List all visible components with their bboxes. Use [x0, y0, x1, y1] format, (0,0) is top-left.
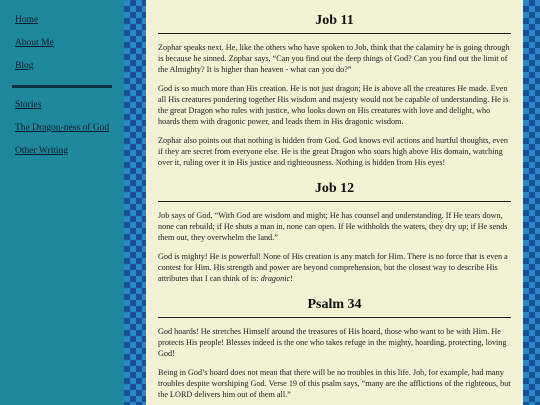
sidebar: [0, 0, 124, 405]
section-title: Psalm 34: [158, 284, 511, 318]
punctuation: !: [290, 274, 293, 283]
decorative-border-right: [523, 0, 540, 405]
nav-home-link[interactable]: Home: [15, 15, 39, 25]
nav-about-me-link[interactable]: About Me: [15, 38, 54, 48]
paragraph-text: God is mighty! He is powerful! None of His creation is any match for Him. There is no force that is even a contest for Him. His strength and power are beyond comprehension, but the closest way to describe His attributes that I can think of is:: [158, 252, 508, 283]
emphasis-text: dragonic: [260, 274, 291, 283]
paragraph: [158, 251, 511, 284]
section-title: Job 12: [158, 168, 511, 202]
nav-dragon-ness-link[interactable]: The Dragon-ness of God: [15, 123, 110, 133]
nav-stories-link[interactable]: Stories: [15, 100, 42, 110]
paragraph: Zophar also points out that nothing is hidden from God. God knows evil actions and hurtful thoughts, even if they are secret from everyone else. He is the great Dragon who soars high above His domain, watching over it, ruling over it in His justice and righteousness. Nothing is hidden from His eyes!: [158, 136, 508, 167]
paragraph: God hoards! He stretches Himself around the treasures of His hoard, those who want to be with Him. He protects His people! Blesses indeed is the one who takes refuge in the mighty, hoarding, protecting, loving God!: [158, 327, 507, 358]
paragraph: Zophar speaks next. He, like the others who have spoken to Job, think that the calamity he is going through is because he sinned. Zophar says, “Can you find out the deep things of God? Can you find out the limit of the Almighty? It is higher than heaven - what can you do?”: [158, 43, 510, 74]
nav-divider: [12, 85, 112, 88]
decorative-border-left: [124, 0, 146, 405]
paragraph: Job says of God, “With God are wisdom and might; He has counsel and understanding. If He tears down, none can rebuild; if He shuts a man in, none can open. If He withholds the waters, they dry up; if He sends them out, they overwhelm the land.”: [158, 211, 508, 242]
main-content[interactable]: [146, 0, 523, 405]
paragraph: Being in God’s hoard does not mean that there will be no troubles in this life. Job, for example, had many troubles despite worshiping God. Verse 19 of this psalm says, “many are the afflictions of the righteous, but the LORD delivers him out of them all.”: [158, 368, 511, 399]
nav-blog-link[interactable]: Blog: [15, 61, 34, 71]
nav-other-writing-link[interactable]: Other Writing: [15, 146, 69, 156]
section-title: Job 11: [158, 0, 511, 34]
paragraph: God is so much more than His creation. He is not just dragon; He is above all the creatures He made. Even all His creatures pondering together His wisdom and majesty would not be capable of understanding. He is the great Dragon who rules with justice, who looks down on His creatures with love and delight, who hoards them with dragonic power, and leads them in His dragonic wisdom.: [158, 84, 509, 126]
